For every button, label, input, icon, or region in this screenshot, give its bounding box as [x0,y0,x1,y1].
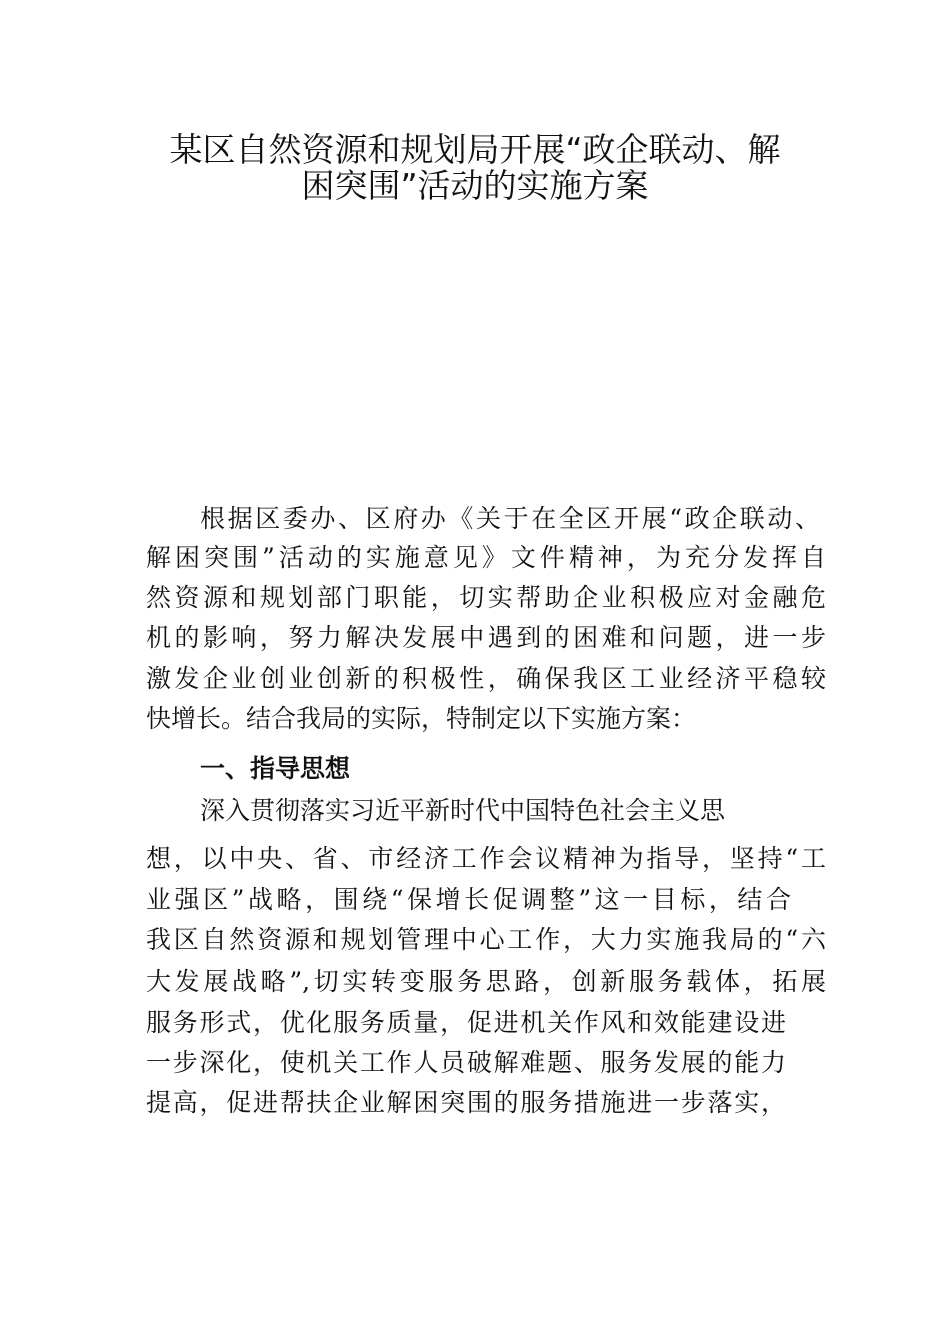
intro-line-3: 然资源和规划部门职能，切实帮助企业积极应对金融危 [146,583,826,612]
intro-line-4: 机的影响，努力解决发展中遇到的困难和问题，进一步 [146,623,826,652]
section1-line-2: 想，以中央、省、市经济工作会议精神为指导，坚持“工 [146,844,826,873]
section1-line-4: 我区自然资源和规划管理中心工作，大力实施我局的“六 [146,925,826,954]
intro-line-5: 激发企业创业创新的积极性，确保我区工业经济平稳较 [146,664,826,693]
section-heading-guiding-ideology: 一、指导思想 [200,754,351,783]
section1-line-7: 一步深化，使机关工作人员破解难题、服务发展的能力 [146,1048,786,1077]
section1-line-8: 提高，促进帮扶企业解困突围的服务措施进一步落实， [146,1088,786,1117]
section1-line-6: 服务形式，优化服务质量，促进机关作风和效能建设进 [146,1008,786,1037]
section1-line-3: 业强区”战略，围绕“保增长促调整”这一目标，结合 [146,885,791,914]
document-title-line-2: 困突围”活动的实施方案 [301,166,649,205]
section1-line-5: 大发展战略”,切实转变服务思路，创新服务载体，拓展 [146,967,826,996]
intro-line-6: 快增长。结合我局的实际，特制定以下实施方案： [146,704,697,733]
section1-line-1: 深入贯彻落实习近平新时代中国特色社会主义思 [200,796,726,825]
intro-line-1: 根据区委办、区府办《关于在全区开展“政企联动、 [200,504,820,533]
document-title-line-1: 某区自然资源和规划局开展“政企联动、解 [169,130,781,169]
intro-line-2: 解困突围”活动的实施意见》文件精神，为充分发挥自 [146,543,826,572]
